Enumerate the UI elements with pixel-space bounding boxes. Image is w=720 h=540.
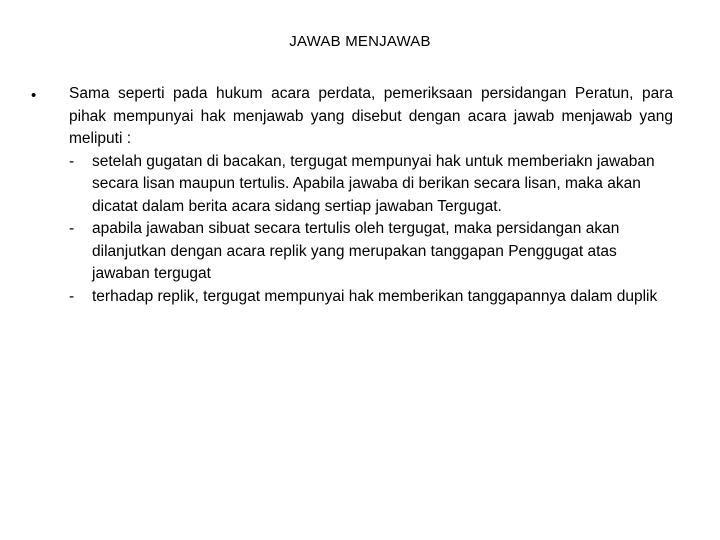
list-item-text: terhadap replik, tergugat mempunyai hak memberikan tanggapannya dalam duplik xyxy=(92,287,658,305)
list-item-text: setelah gugatan di bacakan, tergugat mempunyai hak untuk memberiakn jawaban secara lisan maupun tertulis. Apabila jawaba di berikan secara lisan, maka akan dicatat dalam berita acara sidang sertiap jawaban Tergugat. xyxy=(92,152,655,215)
dash-marker: - xyxy=(69,287,75,305)
bullet-marker: • xyxy=(31,87,37,104)
dash-marker: - xyxy=(69,220,75,237)
dash-list xyxy=(69,151,673,309)
list-item xyxy=(69,151,673,219)
dash-marker: - xyxy=(69,152,75,170)
bullet-content xyxy=(69,83,673,308)
intro-paragraph: Sama seperti pada hukum acara perdata, pemeriksaan persidangan Peratun, para pihak mempunyai hak menjawab yang disebut dengan acara jawab menjawab yang meliputi : xyxy=(69,85,673,147)
list-item-text: apabila jawaban sibuat secara tertulis oleh tergugat, maka persidangan akan dilanjutkan dengan acara replik yang merupakan tanggapan Penggugat atas jawaban tergugat xyxy=(92,220,620,282)
slide-title: JAWAB MENJAWAB xyxy=(289,33,431,50)
list-item xyxy=(69,218,673,286)
list-item xyxy=(69,286,673,309)
